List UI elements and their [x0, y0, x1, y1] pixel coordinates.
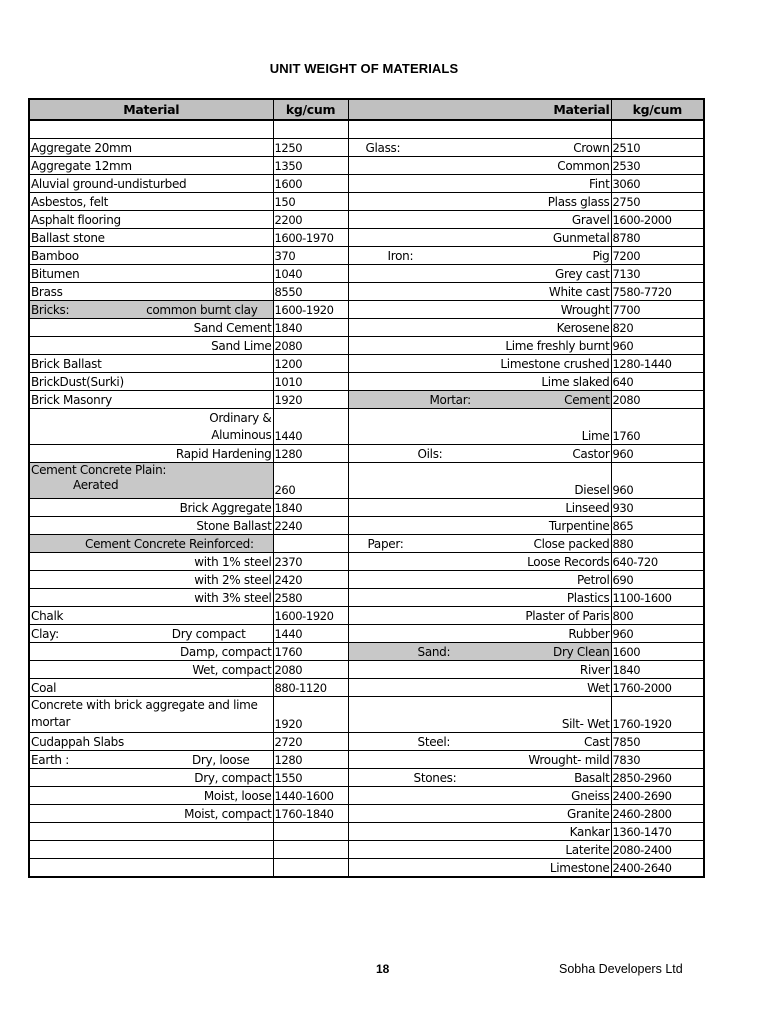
page-title: UNIT WEIGHT OF MATERIALS	[269, 61, 459, 76]
table-row	[29, 499, 704, 517]
material-value	[273, 535, 348, 553]
table-row	[29, 445, 704, 463]
material-name: Asphalt flooring	[29, 211, 273, 229]
material-name: Wet	[348, 679, 611, 697]
material-value: 960	[611, 337, 704, 355]
material-name: Aggregate 20mm	[29, 139, 273, 157]
table-row	[29, 120, 704, 139]
material-name: Petrol	[348, 571, 611, 589]
material-name: Oils: Castor	[348, 445, 611, 463]
table-row	[29, 679, 704, 697]
table-row	[29, 841, 704, 859]
material-name: Fint	[348, 175, 611, 193]
material-name: Glass: Crown	[348, 139, 611, 157]
material-name: with 1% steel	[29, 553, 273, 571]
material-value: 960	[611, 445, 704, 463]
material-value: 1600-1920	[273, 301, 348, 319]
group-label: Stones:	[413, 771, 457, 785]
material-name: Silt- Wet	[348, 697, 611, 733]
material-name: Moist, loose	[29, 787, 273, 805]
material-name: Linseed	[348, 499, 611, 517]
material-value: 2530	[611, 157, 704, 175]
table-row	[29, 805, 704, 823]
material-value: 2400-2640	[611, 859, 704, 878]
material-name: Sand Cement	[29, 319, 273, 337]
table-row	[29, 391, 704, 409]
material-value: 8550	[273, 283, 348, 301]
material-value: 7700	[611, 301, 704, 319]
material-name: Plastics	[348, 589, 611, 607]
material-value: 2460-2800	[611, 805, 704, 823]
material-value: 150	[273, 193, 348, 211]
material-name: Wrought	[348, 301, 611, 319]
material-value: 2370	[273, 553, 348, 571]
empty-cell	[273, 823, 348, 841]
material-name: White cast	[348, 283, 611, 301]
material-value: 800	[611, 607, 704, 625]
table-row	[29, 625, 704, 643]
table-row	[29, 211, 704, 229]
material-value: 2400-2690	[611, 787, 704, 805]
material-name: Bricks: common burnt clay	[29, 301, 273, 319]
empty-cell	[348, 120, 611, 139]
material-value: 2580	[273, 589, 348, 607]
company-name: Sobha Developers Ltd	[559, 962, 683, 976]
table-row	[29, 571, 704, 589]
material-name: Wet, compact	[29, 661, 273, 679]
table-row	[29, 283, 704, 301]
material-value: 3060	[611, 175, 704, 193]
material-name: Turpentine	[348, 517, 611, 535]
material-name: Stone Ballast	[29, 517, 273, 535]
material-name: Brick Masonry	[29, 391, 273, 409]
material-name: Gneiss	[348, 787, 611, 805]
table-row	[29, 139, 704, 157]
material-value: 1280	[273, 445, 348, 463]
material-value: 1040	[273, 265, 348, 283]
material-name: Chalk	[29, 607, 273, 625]
material-value: 2080-2400	[611, 841, 704, 859]
table-row	[29, 517, 704, 535]
material-name: Asbestos, felt	[29, 193, 273, 211]
material-value: 1840	[273, 499, 348, 517]
group-label: Sand:	[417, 645, 451, 659]
table-row	[29, 535, 704, 553]
material-name: Aggregate 12mm	[29, 157, 273, 175]
material-name: Clay: Dry compact	[29, 625, 273, 643]
material-value: 880	[611, 535, 704, 553]
table-row	[29, 859, 704, 878]
material-value: 1600	[273, 175, 348, 193]
material-name: Diesel	[348, 463, 611, 499]
material-name: Ordinary & Aluminous	[29, 409, 273, 445]
material-name: Moist, compact	[29, 805, 273, 823]
group-label: Cement Concrete Plain:	[31, 463, 167, 477]
material-name: Stones: Basalt	[348, 769, 611, 787]
material-value: 2240	[273, 517, 348, 535]
material-name: Concrete with brick aggregate and lime mortar	[29, 697, 273, 733]
unit-weight-table	[28, 98, 705, 878]
group-label: Iron:	[387, 249, 414, 263]
material-name: Paper: Close packed	[348, 535, 611, 553]
material-value: 1250	[273, 139, 348, 157]
material-name: Bitumen	[29, 265, 273, 283]
table-row	[29, 301, 704, 319]
material-name: Sand Lime	[29, 337, 273, 355]
table-row	[29, 733, 704, 751]
material-value: 7830	[611, 751, 704, 769]
material-name: Limestone crushed	[348, 355, 611, 373]
material-name: Granite	[348, 805, 611, 823]
table-row	[29, 229, 704, 247]
material-name: Lime slaked	[348, 373, 611, 391]
material-value: 8780	[611, 229, 704, 247]
material-name: Brick Aggregate	[29, 499, 273, 517]
material-value: 1200	[273, 355, 348, 373]
material-value: 1760-1920	[611, 697, 704, 733]
material-value: 1600	[611, 643, 704, 661]
material-value: 2850-2960	[611, 769, 704, 787]
material-value: 260	[273, 463, 348, 499]
material-name: Lime	[348, 409, 611, 445]
material-value: 1010	[273, 373, 348, 391]
material-name: River	[348, 661, 611, 679]
material-value: 960	[611, 625, 704, 643]
table-row	[29, 751, 704, 769]
material-value: 960	[611, 463, 704, 499]
table-row	[29, 319, 704, 337]
material-name: Cudappah Slabs	[29, 733, 273, 751]
table-row	[29, 589, 704, 607]
material-value: 1920	[273, 391, 348, 409]
table-row	[29, 463, 704, 499]
table-row	[29, 823, 704, 841]
material-value: 2080	[611, 391, 704, 409]
header-material-left: Material	[29, 99, 273, 120]
material-name: Laterite	[348, 841, 611, 859]
table-row	[29, 247, 704, 265]
page-number: 18	[376, 962, 390, 976]
material-value: 370	[273, 247, 348, 265]
table-row	[29, 787, 704, 805]
material-name: Wrought- mild	[348, 751, 611, 769]
material-name: Dry, compact	[29, 769, 273, 787]
empty-cell	[273, 120, 348, 139]
material-value: 1100-1600	[611, 589, 704, 607]
material-value: 1440	[273, 625, 348, 643]
material-value: 2510	[611, 139, 704, 157]
material-name: Bamboo	[29, 247, 273, 265]
material-name: Lime freshly burnt	[348, 337, 611, 355]
material-value: 1280-1440	[611, 355, 704, 373]
material-value: 1760	[273, 643, 348, 661]
empty-cell	[29, 841, 273, 859]
material-value: 2750	[611, 193, 704, 211]
group-label: Mortar:	[429, 393, 471, 407]
material-name: Steel: Cast	[348, 733, 611, 751]
material-value: 7200	[611, 247, 704, 265]
header-row	[29, 99, 704, 120]
table-row	[29, 355, 704, 373]
table-row	[29, 337, 704, 355]
material-value: 1600-1970	[273, 229, 348, 247]
material-value: 1280	[273, 751, 348, 769]
material-name: Iron: Pig	[348, 247, 611, 265]
material-value: 7850	[611, 733, 704, 751]
group-label: Bricks:	[31, 303, 70, 317]
group-label: Paper:	[367, 537, 404, 551]
material-name: Brass	[29, 283, 273, 301]
material-value: 2200	[273, 211, 348, 229]
material-name: Coal	[29, 679, 273, 697]
material-value: 1600-2000	[611, 211, 704, 229]
group-label: Cement Concrete Reinforced:	[85, 537, 254, 551]
table-row	[29, 193, 704, 211]
material-value: 2080	[273, 661, 348, 679]
material-value: 690	[611, 571, 704, 589]
material-name: Common	[348, 157, 611, 175]
table-row	[29, 697, 704, 733]
material-name: with 2% steel	[29, 571, 273, 589]
material-value: 1440	[273, 409, 348, 445]
empty-cell	[611, 120, 704, 139]
table-row	[29, 661, 704, 679]
material-name: Cement Concrete Plain: Aerated	[29, 463, 273, 499]
table-row	[29, 265, 704, 283]
group-label: Oils:	[417, 447, 443, 461]
table-row	[29, 607, 704, 625]
table-row	[29, 175, 704, 193]
group-label: Steel:	[417, 735, 451, 749]
material-name: Ballast stone	[29, 229, 273, 247]
material-name: Gunmetal	[348, 229, 611, 247]
empty-cell	[273, 859, 348, 878]
empty-cell	[29, 823, 273, 841]
material-name: Grey cast	[348, 265, 611, 283]
material-name: Earth : Dry, loose	[29, 751, 273, 769]
material-value: 1360-1470	[611, 823, 704, 841]
material-value: 1760-1840	[273, 805, 348, 823]
material-value: 820	[611, 319, 704, 337]
empty-cell	[29, 120, 273, 139]
table-row	[29, 769, 704, 787]
material-value: 1440-1600	[273, 787, 348, 805]
material-value: 1350	[273, 157, 348, 175]
group-label: Earth :	[31, 753, 69, 767]
table-row	[29, 643, 704, 661]
material-name: Kankar	[348, 823, 611, 841]
material-value: 1600-1920	[273, 607, 348, 625]
material-value: 640	[611, 373, 704, 391]
header-unit-left: kg/cum	[273, 99, 348, 120]
material-name: BrickDust(Surki)	[29, 373, 273, 391]
material-value: 1550	[273, 769, 348, 787]
material-value: 930	[611, 499, 704, 517]
group-label: Clay:	[31, 627, 59, 641]
material-name: Loose Records	[348, 553, 611, 571]
material-name: Gravel	[348, 211, 611, 229]
material-name: Kerosene	[348, 319, 611, 337]
material-name: Plass glass	[348, 193, 611, 211]
material-value: 2080	[273, 337, 348, 355]
table-row	[29, 157, 704, 175]
material-name: Aluvial ground-undisturbed	[29, 175, 273, 193]
material-value: 2720	[273, 733, 348, 751]
material-name: Damp, compact	[29, 643, 273, 661]
material-name: with 3% steel	[29, 589, 273, 607]
table-row	[29, 553, 704, 571]
material-name: Rapid Hardening	[29, 445, 273, 463]
material-value: 7580-7720	[611, 283, 704, 301]
empty-cell	[273, 841, 348, 859]
material-name: Sand: Dry Clean	[348, 643, 611, 661]
empty-cell	[29, 859, 273, 878]
material-name: Plaster of Paris	[348, 607, 611, 625]
material-value: 1840	[611, 661, 704, 679]
material-name: Mortar: Cement	[348, 391, 611, 409]
material-name: Limestone	[348, 859, 611, 878]
header-material-right: Material	[348, 99, 611, 120]
material-name: Brick Ballast	[29, 355, 273, 373]
material-value: 1760-2000	[611, 679, 704, 697]
material-name	[29, 535, 273, 553]
material-value: 1760	[611, 409, 704, 445]
material-value: 880-1120	[273, 679, 348, 697]
table-row	[29, 373, 704, 391]
material-value: 7130	[611, 265, 704, 283]
header-unit-right: kg/cum	[611, 99, 704, 120]
material-value: 640-720	[611, 553, 704, 571]
material-value: 1840	[273, 319, 348, 337]
material-name: Rubber	[348, 625, 611, 643]
material-value: 1920	[273, 697, 348, 733]
group-label: Glass:	[365, 141, 401, 155]
material-value: 865	[611, 517, 704, 535]
material-value: 2420	[273, 571, 348, 589]
table-row	[29, 409, 704, 445]
